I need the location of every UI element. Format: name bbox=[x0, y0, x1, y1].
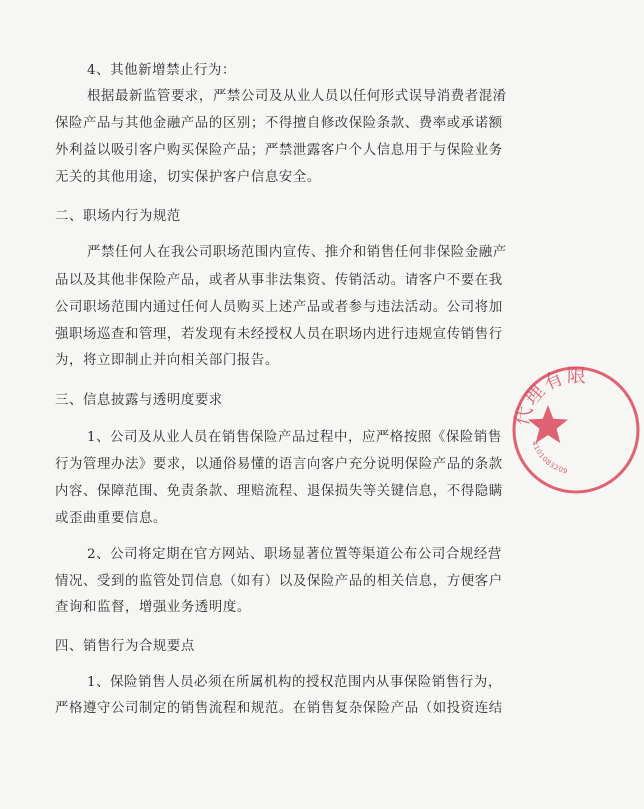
body-text-line: 强职场巡查和管理，若发现有未经授权人员在职场内进行违规宣传销售行 bbox=[55, 327, 503, 342]
seal-number: 4101083209 bbox=[530, 439, 569, 476]
body-text-line: 或歪曲重要信息。 bbox=[55, 511, 167, 526]
section-heading: 二、职场内行为规范 bbox=[55, 209, 181, 224]
section-heading: 三、信息披露与透明度要求 bbox=[55, 393, 223, 408]
section-heading: 四、销售行为合规要点 bbox=[55, 639, 195, 654]
body-text-line: 根据最新监管要求，严禁公司及从业人员以任何形式误导消费者混淆 bbox=[87, 89, 507, 104]
company-seal-stamp bbox=[508, 362, 644, 498]
body-text-line: 公司职场范围内通过任何人员购买上述产品或者参与违法活动。公司将加 bbox=[55, 300, 503, 315]
body-text-line: 外利益以吸引客户购买保险产品；严禁泄露客户个人信息用于与保险业务 bbox=[55, 143, 503, 158]
body-text-line: 情况、受到的监管处罚信息（如有）以及保险产品的相关信息，方便客户 bbox=[55, 574, 503, 589]
body-text-line: 品以及其他非保险产品，或者从事非法集资、传销活动。请客户不要在我 bbox=[55, 273, 503, 288]
body-text-line: 内容、保障范围、免责条款、理赔流程、退保损失等关键信息，不得隐瞒 bbox=[55, 484, 503, 499]
body-text-line: 无关的其他用途，切实保护客户信息安全。 bbox=[55, 170, 321, 185]
body-text-line: 行为管理办法》要求，以通俗易懂的语言向客户充分说明保险产品的条款 bbox=[55, 457, 503, 472]
body-text-line: 1、保险销售人员必须在所属机构的授权范围内从事保险销售行为， bbox=[87, 675, 502, 690]
body-text-line: 查询和监督，增强业务透明度。 bbox=[55, 600, 251, 615]
paragraph-heading: 4、其他新增禁止行为： bbox=[87, 63, 237, 78]
body-text-line: 1、公司及从业人员在销售保险产品过程中，应严格按照《保险销售 bbox=[87, 430, 502, 445]
body-text-line: 2、公司将定期在官方网站、职场显著位置等渠道公布公司合规经营 bbox=[87, 547, 502, 562]
seal-text: 代理有限 bbox=[510, 364, 589, 429]
body-text-line: 为，将立即制止并向相关部门报告。 bbox=[55, 353, 279, 368]
body-text-line: 保险产品与其他金融产品的区别；不得擅自修改保险条款、费率或承诺额 bbox=[55, 116, 503, 131]
body-text-line: 严格遵守公司制定的销售流程和规范。在销售复杂保险产品（如投资连结 bbox=[55, 701, 503, 716]
body-text-line: 严禁任何人在我公司职场范围内宣传、推介和销售任何非保险金融产 bbox=[87, 245, 507, 260]
